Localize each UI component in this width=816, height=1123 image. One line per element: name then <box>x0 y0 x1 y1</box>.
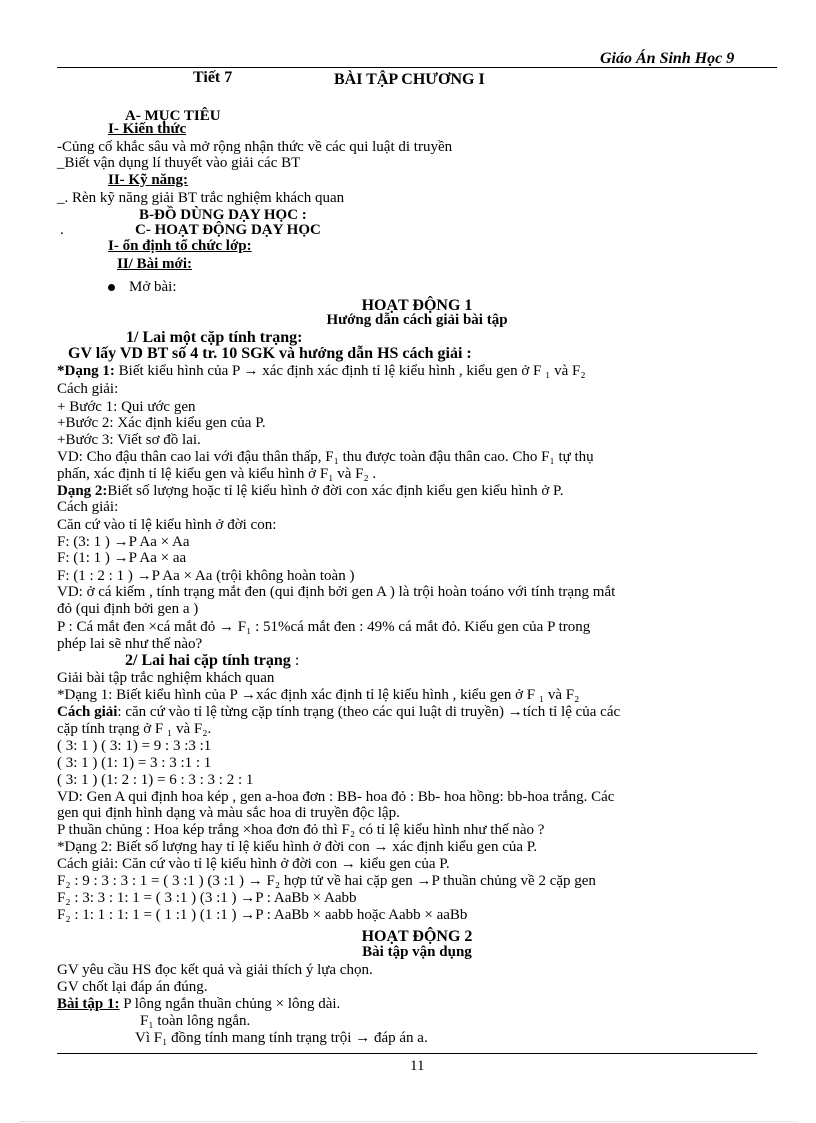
text-bai-tap-1: P lông ngắn thuần chủng × lông dài. <box>119 996 341 1012</box>
text-line: phép lai sẽ như thế nào? <box>57 636 203 652</box>
text-line: GV chốt lại đáp án đúng. <box>57 979 208 995</box>
text-line: Cách giải: Căn cứ vào tỉ lệ kiểu hình ở đời con → kiểu gen của P. <box>57 856 450 872</box>
text-line: -Củng cố khắc sâu và mở rộng nhận thức về các qui luật di truyền <box>57 139 453 155</box>
activity-1-subheading: Hướng dẫn cách giải bài tập <box>326 312 508 328</box>
text-line: VD: ở cá kiếm , tính trạng mắt đen (qui định bởi gen A ) là trội hoàn toáno với tính trạng mắt <box>57 584 616 600</box>
text-line: P thuần chủng : Hoa kép trắng ×hoa đơn đỏ thì F₂ có tỉ lệ kiểu hình như thế nào ? <box>57 822 545 838</box>
heading-kien-thuc: I- Kiến thức <box>108 121 187 137</box>
text-line: Cách giải: <box>57 381 119 397</box>
text-line: Cách giải: <box>57 499 119 515</box>
text-line: _. Rèn kỹ năng giải BT trắc nghiệm khách quan <box>57 190 345 206</box>
label-cach-giai: Cách giải <box>57 704 118 720</box>
text-dang-2: Biết số lượng hoặc tỉ lệ kiểu hình ở đời con xác định kiểu gen kiểu hình ở P. <box>107 483 564 499</box>
subsection-1: 1/ Lai một cặp tính trạng: <box>126 329 303 346</box>
heading-on-dinh: I- ổn định tổ chức lớp: <box>108 238 252 254</box>
text-line <box>57 364 586 379</box>
header-rule <box>57 67 777 68</box>
text-line: F: (3: 1 ) →P Aa × Aa <box>57 534 190 550</box>
heading-bai-moi: II/ Bài mới: <box>117 256 192 272</box>
text-line: phấn, xác định tỉ lệ kiểu gen và kiểu hình ở F₁ và F₂ . <box>57 466 377 482</box>
text-line: F₁ toàn lông ngắn. <box>140 1013 251 1029</box>
lesson-number: Tiết 7 <box>193 69 233 86</box>
section-a: A- MỤC TIÊU <box>125 108 221 124</box>
section-b: B-ĐỒ DÙNG DẠY HỌC : <box>139 207 307 223</box>
page-edge <box>20 1121 796 1122</box>
activity-2-subheading: Bài tập vận dụng <box>362 944 472 960</box>
stray-dot: . <box>60 222 64 238</box>
text-line: + Bước 1: Qui ước gen <box>57 399 196 415</box>
heading-ky-nang: II- Kỹ năng: <box>108 172 189 188</box>
text-line: ( 3: 1 ) ( 3: 1) = 9 : 3 :3 :1 <box>57 738 212 754</box>
text-cach-giai: : căn cứ vào tỉ lệ từng cặp tính trạng (theo các qui luật di truyền) →tích tỉ lệ của các <box>117 704 621 720</box>
bullet-icon <box>108 284 115 291</box>
text-mo-bai: Mở bài: <box>129 279 177 295</box>
bullet-item <box>108 280 177 295</box>
label-dang-2: Dạng 2: <box>57 483 108 499</box>
running-header: Giáo Án Sinh Học 9 <box>600 50 735 67</box>
activity-2-heading: HOẠT ĐỘNG 2 <box>361 928 473 945</box>
text-line: Căn cứ vào tỉ lệ kiểu hình ở đời con: <box>57 517 277 533</box>
text-line <box>57 484 563 499</box>
subsection-2 <box>125 653 299 668</box>
text-line: +Bước 2: Xác định kiểu gen của P. <box>57 415 266 431</box>
text-line: *Dạng 2: Biết số lượng hay tỉ lệ kiểu hình ở đời con → xác định kiểu gen của P. <box>57 839 538 855</box>
text-line <box>57 997 340 1012</box>
text-line: F: (1 : 2 : 1 ) →P Aa × Aa (trội không hoàn toàn ) <box>57 568 355 584</box>
text-line: gen qui định hình dạng và màu sắc hoa di truyền độc lập. <box>57 805 400 821</box>
text-line: GV yêu cầu HS đọc kết quả và giải thích ý lựa chọn. <box>57 962 373 978</box>
label-bai-tap-1: Bài tập 1: <box>57 996 120 1012</box>
footer-rule <box>57 1053 757 1054</box>
text-line: ( 3: 1 ) (1: 2 : 1) = 6 : 3 : 3 : 2 : 1 <box>57 772 254 788</box>
activity-1-heading: HOẠT ĐỘNG 1 <box>361 297 473 314</box>
text-line: +Bước 3: Viết sơ đồ lai. <box>57 432 201 448</box>
subsection-2-title: 2/ Lai hai cặp tính trạng <box>125 652 291 669</box>
text-line: VD: Cho đậu thân cao lai với đậu thân thấp, F₁ thu được toàn đậu thân cao. Cho F₁ tự thụ <box>57 449 594 465</box>
text-line: *Dạng 1: Biết kiểu hình của P →xác định xác định tỉ lệ kiểu hình , kiểu gen ở F ₁ và F₂ <box>57 687 580 703</box>
label-dang-1: *Dạng 1: <box>57 363 115 379</box>
text-line: ( 3: 1 ) (1: 1) = 3 : 3 :1 : 1 <box>57 755 212 771</box>
text-line: F₂ : 3: 3 : 1: 1 = ( 3 :1 ) (3 :1 ) →P : AaBb × Aabb <box>57 890 357 906</box>
text-line: GV lấy VD BT số 4 tr. 10 SGK và hướng dẫn HS cách giải : <box>68 345 472 362</box>
section-c: C- HOẠT ĐỘNG DẠY HỌC <box>135 222 321 238</box>
text-dang-1: Biết kiểu hình của P → xác định xác định tỉ lệ kiểu hình , kiểu gen ở F ₁ và F₂ <box>114 363 586 379</box>
text-line: Giải bài tập trắc nghiệm khách quan <box>57 670 275 686</box>
text-line: F: (1: 1 ) →P Aa × aa <box>57 550 187 566</box>
text-line <box>57 705 620 720</box>
page-title: BÀI TẬP CHƯƠNG I <box>334 71 485 88</box>
page-number: 11 <box>410 1058 425 1074</box>
text-line: cặp tính trạng ở F ₁ và F₂. <box>57 721 212 737</box>
text-line: Vì F₁ đồng tính mang tính trạng trội → đáp án a. <box>135 1030 428 1046</box>
text-line: VD: Gen A qui định hoa kép , gen a-hoa đơn : BB- hoa đỏ : Bb- hoa hồng: bb-hoa trắng. Các <box>57 789 615 805</box>
text-line: P : Cá mắt đen ×cá mắt đỏ → F₁ : 51%cá mắt đen : 49% cá mắt đỏ. Kiểu gen của P trong <box>57 619 591 635</box>
text-line: F₂ : 9 : 3 : 3 : 1 = ( 3 :1 ) (3 :1 ) → F₂ hợp tử về hai cặp gen →P thuần chủng về 2 cặp gen <box>57 873 596 889</box>
text-line: đỏ (qui định bởi gen a ) <box>57 601 199 617</box>
text-line: _Biết vận dụng lí thuyết vào giải các BT <box>57 155 301 171</box>
text-line: F₂ : 1: 1 : 1: 1 = ( 1 :1 ) (1 :1 ) →P : AaBb × aabb hoặc Aabb × aaBb <box>57 907 468 923</box>
subsection-2-colon: : <box>290 652 300 669</box>
